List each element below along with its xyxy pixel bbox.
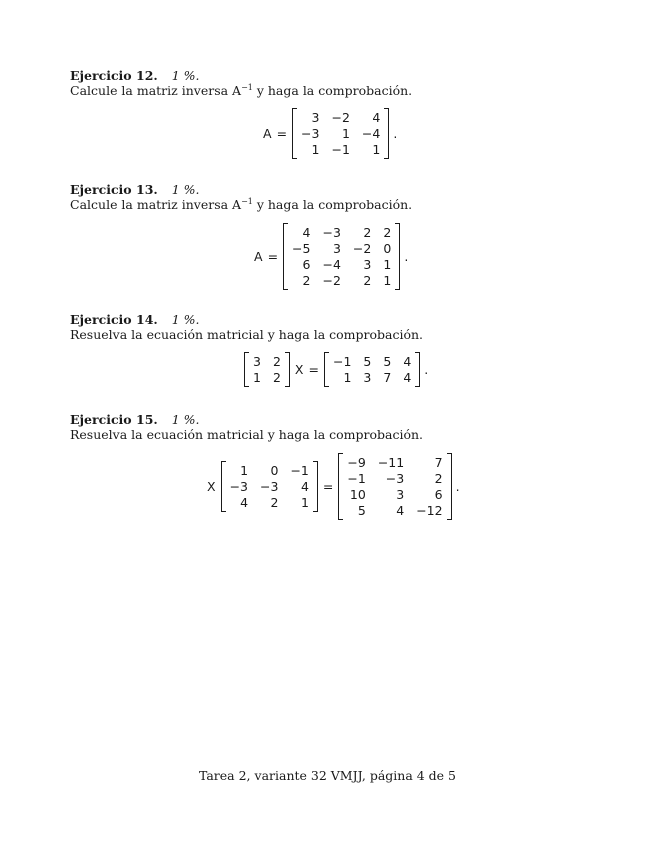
- matrix: [292, 108, 389, 159]
- matrix-cell: −3: [301, 126, 320, 141]
- matrix-cell: 2: [302, 273, 311, 288]
- matrix-cell: 5: [357, 503, 366, 518]
- eq-period: .: [404, 249, 409, 264]
- equation-12: [263, 108, 397, 159]
- exercise-title: [70, 68, 590, 83]
- eq-period: .: [455, 479, 460, 494]
- equation-13: [254, 223, 408, 290]
- matrix-left: [221, 461, 318, 512]
- eq-variable: X: [207, 479, 216, 494]
- exercise-instruction: [70, 83, 590, 98]
- matrix-cell: 1: [383, 257, 392, 272]
- matrix-cell: 2: [272, 354, 281, 369]
- eq-variable: X: [294, 362, 304, 377]
- matrix-cell: 4: [302, 225, 311, 240]
- matrix-cell: −2: [331, 110, 350, 125]
- matrix-cell: 6: [434, 487, 443, 502]
- eq-period: .: [424, 362, 429, 377]
- matrix-right: [324, 352, 420, 387]
- exercise-13: [70, 182, 590, 212]
- matrix-cell: 1: [311, 142, 320, 157]
- eq-variable: A: [263, 126, 272, 141]
- matrix-cell: 0: [383, 241, 392, 256]
- exercise-instruction: [70, 197, 590, 212]
- equation-15: [207, 453, 460, 520]
- matrix-cell: −2: [352, 241, 372, 256]
- matrix-cell: 3: [396, 487, 405, 502]
- matrix-cell: 4: [396, 503, 405, 518]
- instruction-text-end: y haga la comprobación.: [252, 83, 413, 98]
- matrix-cell: 10: [349, 487, 366, 502]
- matrix-right: [338, 453, 451, 520]
- instruction-text: Calcule la matriz inversa A: [70, 83, 242, 98]
- matrix-cell: 2: [434, 471, 443, 486]
- matrix-cell: −3: [229, 479, 249, 494]
- matrix-cell: 1: [253, 370, 261, 385]
- matrix-cell: 5: [363, 354, 372, 369]
- matrix-cell: 7: [434, 455, 443, 470]
- matrix-cell: 3: [363, 257, 372, 272]
- matrix-cell: 1: [372, 142, 381, 157]
- matrix-cell: 4: [240, 495, 249, 510]
- matrix-cell: −11: [377, 455, 405, 470]
- matrix-cell: −9: [347, 455, 366, 470]
- exercise-label: Ejercicio 12.: [70, 68, 158, 83]
- matrix-cell: −1: [347, 471, 366, 486]
- inverse-superscript: −1: [241, 83, 253, 92]
- matrix-cell: 5: [383, 354, 392, 369]
- matrix-cell: 1: [341, 126, 350, 141]
- matrix-cell: −1: [331, 142, 350, 157]
- exercise-14: [70, 312, 590, 342]
- matrix-cell: −12: [416, 503, 443, 518]
- equals-sign: =: [308, 362, 319, 377]
- matrix-cell: 3: [253, 354, 261, 369]
- matrix-cell: 4: [403, 370, 412, 385]
- equation-14: [244, 352, 428, 387]
- eq-variable: A: [254, 249, 263, 264]
- exercise-instruction: Resuelva la ecuación matricial y haga la comprobación.: [70, 327, 424, 342]
- matrix-cell: 0: [270, 463, 279, 478]
- exercise-points: 1 %.: [171, 312, 200, 327]
- exercise-points: 1 %.: [171, 68, 200, 83]
- exercise-15: [70, 412, 590, 442]
- matrix-cell: 3: [311, 110, 320, 125]
- exercise-title: [70, 182, 590, 197]
- matrix-left: [244, 352, 290, 387]
- matrix-cell: 1: [240, 463, 249, 478]
- matrix-cell: −3: [260, 479, 279, 494]
- matrix-cell: 2: [272, 370, 281, 385]
- matrix-cell: 3: [363, 370, 372, 385]
- matrix-cell: 1: [343, 370, 352, 385]
- exercise-points: 1 %.: [171, 182, 200, 197]
- exercise-12: [70, 68, 590, 98]
- matrix: [283, 223, 400, 290]
- matrix-cell: −3: [322, 225, 341, 240]
- exercise-label: Ejercicio 15.: [70, 412, 158, 427]
- matrix-cell: 2: [383, 225, 392, 240]
- eq-period: .: [393, 126, 398, 141]
- matrix-cell: 2: [270, 495, 279, 510]
- matrix-cell: −5: [292, 241, 311, 256]
- matrix-cell: 4: [403, 354, 412, 369]
- matrix-cell: −4: [361, 126, 381, 141]
- matrix-cell: 4: [372, 110, 381, 125]
- matrix-cell: 6: [302, 257, 311, 272]
- matrix-cell: 2: [363, 225, 372, 240]
- matrix-cell: 3: [332, 241, 341, 256]
- exercise-title: [70, 312, 590, 327]
- exercise-label: Ejercicio 14.: [70, 312, 158, 327]
- matrix-cell: −1: [332, 354, 352, 369]
- exercise-title: [70, 412, 590, 427]
- page-footer: Tarea 2, variante 32 VMJJ, página 4 de 5: [198, 768, 457, 783]
- equals-sign: =: [322, 479, 334, 494]
- equals-sign: =: [276, 126, 288, 141]
- matrix-cell: 7: [383, 370, 392, 385]
- matrix-cell: −3: [385, 471, 405, 486]
- instruction-text: Calcule la matriz inversa A: [70, 197, 242, 212]
- matrix-cell: 1: [383, 273, 392, 288]
- exercise-instruction: Resuelva la ecuación matricial y haga la comprobación.: [70, 427, 424, 442]
- matrix-cell: 4: [300, 479, 309, 494]
- matrix-cell: −4: [322, 257, 341, 272]
- matrix-cell: −2: [322, 273, 341, 288]
- equals-sign: =: [267, 249, 279, 264]
- instruction-text-end: y haga la comprobación.: [252, 197, 413, 212]
- exercise-label: Ejercicio 13.: [70, 182, 158, 197]
- matrix-cell: 1: [300, 495, 309, 510]
- matrix-cell: −1: [290, 463, 309, 478]
- exercise-points: 1 %.: [171, 412, 200, 427]
- matrix-cell: 2: [363, 273, 372, 288]
- inverse-superscript: −1: [241, 197, 253, 206]
